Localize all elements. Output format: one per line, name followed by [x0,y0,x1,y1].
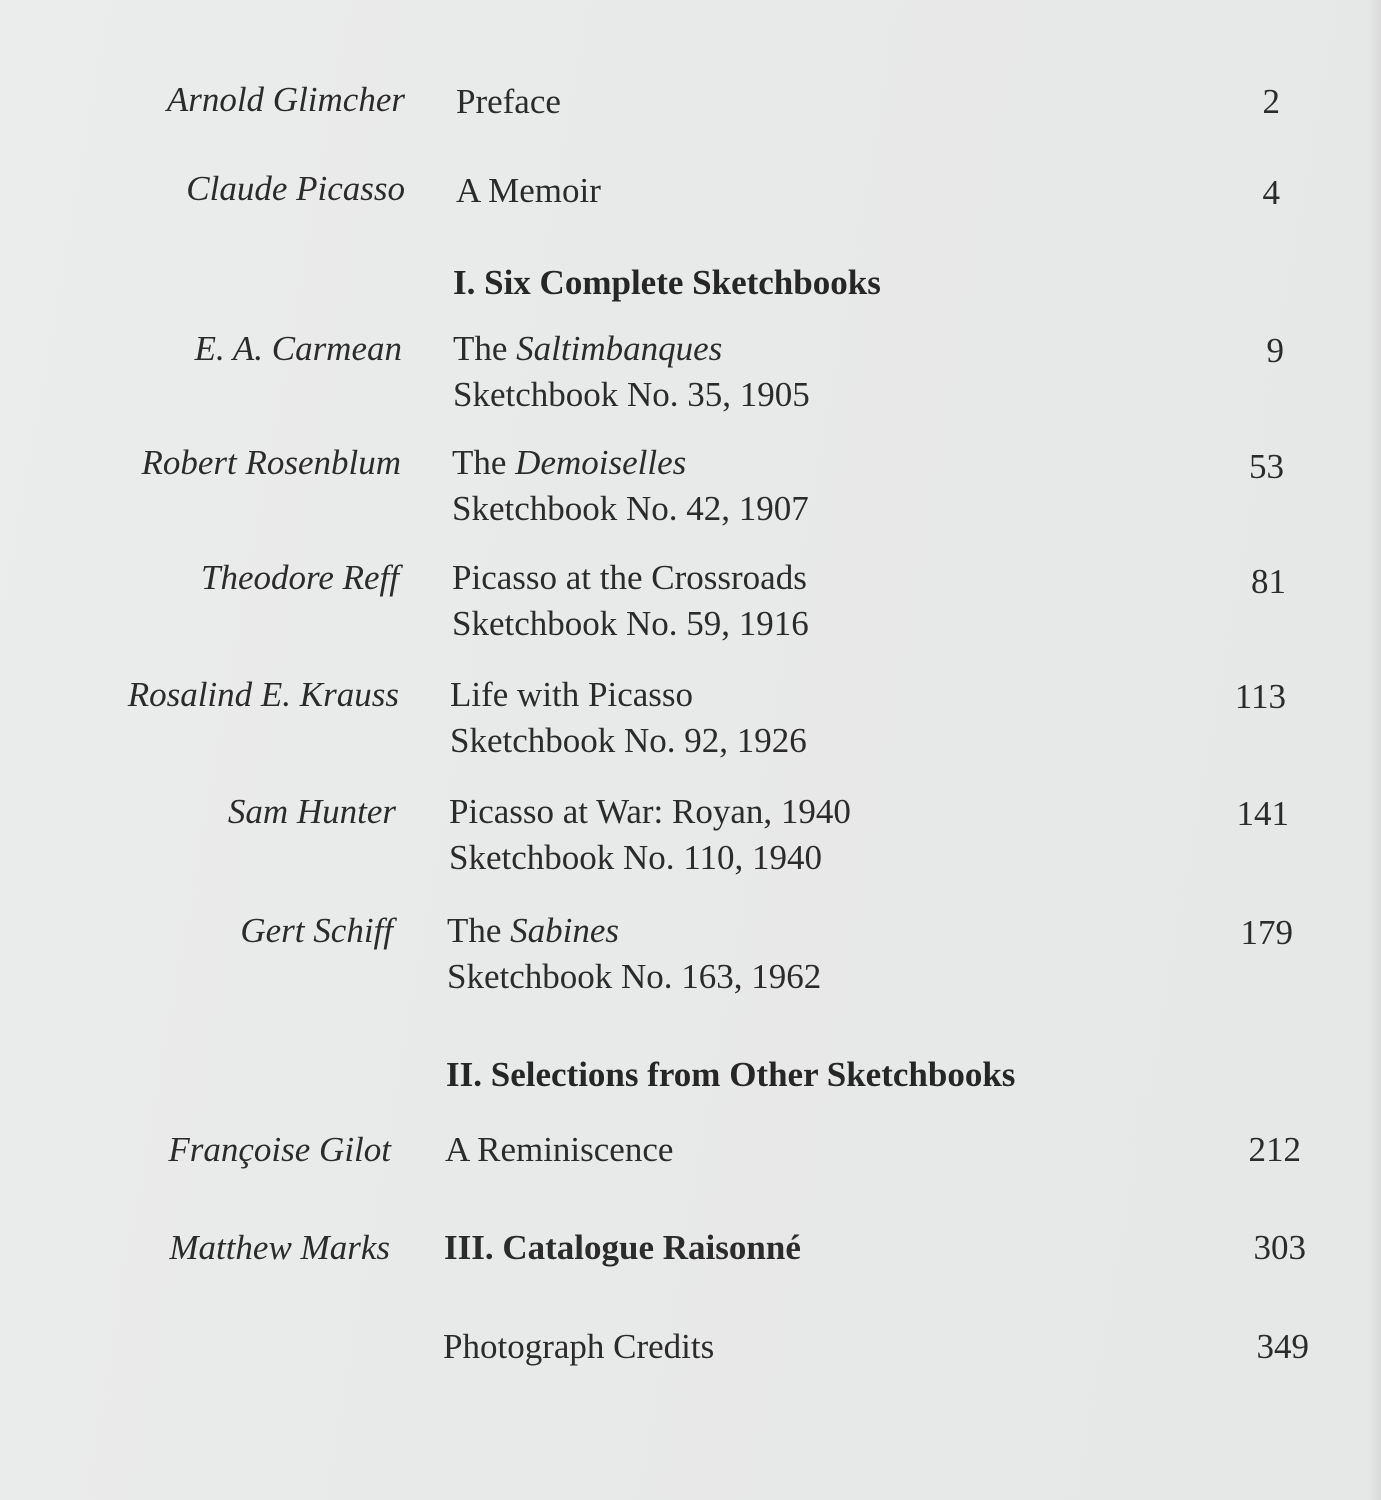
entry-title: Photograph Credits [443,1327,715,1366]
entry-title-block [450,672,807,764]
entry-author: Robert Rosenblum [141,443,401,482]
entry-title-block [447,908,821,1000]
entry-title-prefix: The [452,443,516,482]
entry-subtitle: Sketchbook No. 163, 1962 [447,957,822,996]
entry-title [452,440,809,486]
entry-author: Gert Schiff [240,911,393,950]
entry-page-number: 349 [1256,1327,1309,1366]
entry-title-block [453,326,810,418]
entry-subtitle: Sketchbook No. 35, 1905 [453,375,810,414]
entry-title: Preface [456,82,561,121]
section-heading-1: I. Six Complete Sketchbooks [453,263,881,302]
entry-title-italic: Saltimbanques [516,329,723,368]
entry-title-block [452,440,809,532]
entry-title-prefix: The [453,329,517,368]
entry-page-number: 81 [1251,562,1286,601]
entry-title: A Reminiscence [445,1130,674,1169]
page-edge-shadow [1367,0,1381,1500]
entry-title-prefix: The [447,911,511,950]
entry-author: Theodore Reff [201,558,399,597]
entry-title: A Memoir [456,171,601,210]
entry-page-number: 2 [1262,82,1280,121]
entry-page-number: 141 [1236,794,1289,833]
entry-subtitle: Sketchbook No. 59, 1916 [452,604,809,643]
entry-author: Rosalind E. Krauss [127,675,399,714]
entry-page-number: 9 [1266,331,1284,370]
entry-title [453,326,810,372]
entry-author: E. A. Carmean [194,329,402,368]
entry-author: Sam Hunter [227,792,396,831]
entry-title-block [449,789,851,881]
entry-author: Claude Picasso [186,169,405,208]
entry-author: Françoise Gilot [168,1130,391,1169]
entry-title: Picasso at the Crossroads [452,558,807,597]
entry-title: III. Catalogue Raisonné [444,1228,801,1267]
section-heading-2: II. Selections from Other Sketchbooks [446,1055,1016,1094]
entry-page-number: 179 [1240,913,1293,952]
entry-title-italic: Demoiselles [515,443,687,482]
entry-page-number: 303 [1253,1228,1306,1267]
entry-page-number: 53 [1249,447,1284,486]
entry-title: Life with Picasso [450,675,694,714]
entry-title-block [452,555,809,647]
entry-subtitle: Sketchbook No. 42, 1907 [452,489,809,528]
entry-page-number: 113 [1234,677,1286,716]
entry-subtitle: Sketchbook No. 92, 1926 [450,721,807,760]
entry-title [447,908,821,954]
entry-author: Arnold Glimcher [166,80,405,119]
entry-title-italic: Sabines [510,911,620,950]
entry-author: Matthew Marks [169,1228,390,1267]
entry-page-number: 4 [1262,173,1280,212]
entry-subtitle: Sketchbook No. 110, 1940 [449,838,822,877]
entry-page-number: 212 [1248,1130,1301,1169]
entry-title: Picasso at War: Royan, 1940 [449,792,851,831]
